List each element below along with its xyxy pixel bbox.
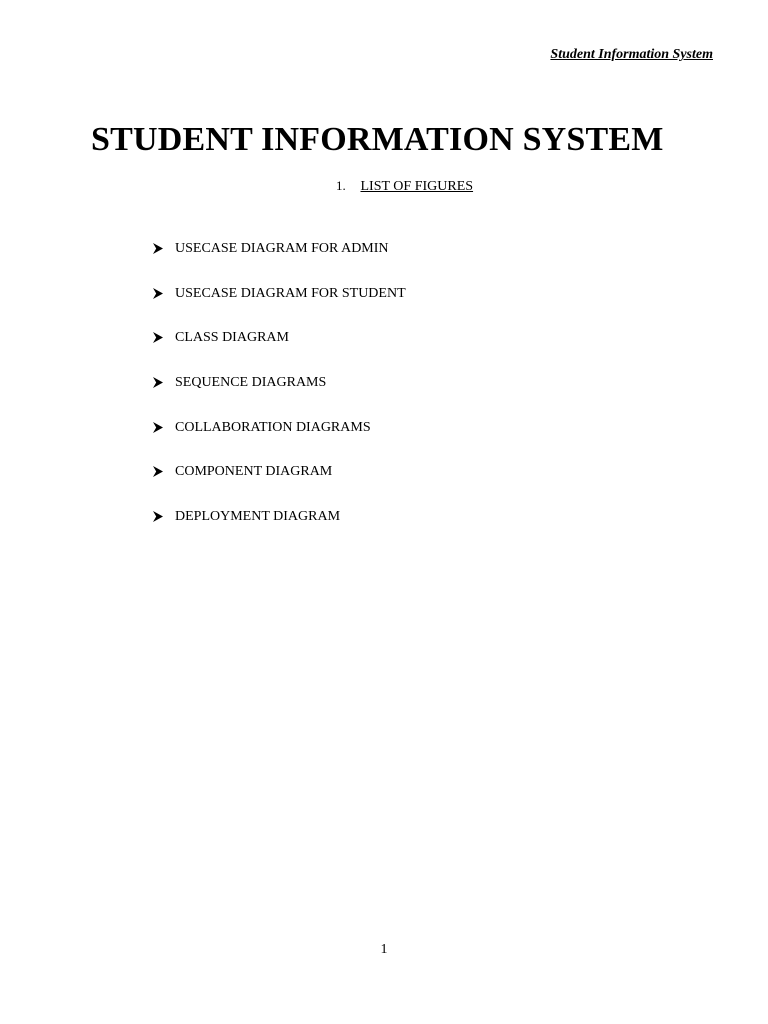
arrowhead-bullet-icon [153,462,175,477]
list-item-label: COMPONENT DIAGRAM [175,464,333,480]
list-item [153,239,406,284]
arrowhead-bullet-icon [153,328,175,343]
list-item [153,462,406,507]
list-item-label: USECASE DIAGRAM FOR ADMIN [175,241,389,256]
figure-list [153,239,406,552]
list-item [153,284,406,329]
list-item [153,328,406,373]
list-item-label: SEQUENCE DIAGRAMS [175,375,327,391]
page-number: 1 [380,942,388,957]
list-item [153,418,406,463]
page-title: STUDENT INFORMATION SYSTEM [91,121,664,158]
arrowhead-bullet-icon [153,507,175,522]
running-header: Student Information System [550,47,713,62]
list-item [153,373,406,418]
section-number: 1. [336,178,346,193]
list-item-label: CLASS DIAGRAM [175,330,289,346]
list-item-label: USECASE DIAGRAM FOR STUDENT [175,285,406,301]
list-item-label: COLLABORATION DIAGRAMS [175,419,371,435]
arrowhead-bullet-icon [153,418,175,433]
arrowhead-bullet-icon [153,284,175,299]
section-heading [336,178,473,195]
arrowhead-bullet-icon [153,373,175,388]
arrowhead-bullet-icon [153,239,175,254]
section-label: LIST OF FIGURES [360,179,474,194]
list-item-label: DEPLOYMENT DIAGRAM [175,509,341,525]
list-item [153,507,406,552]
